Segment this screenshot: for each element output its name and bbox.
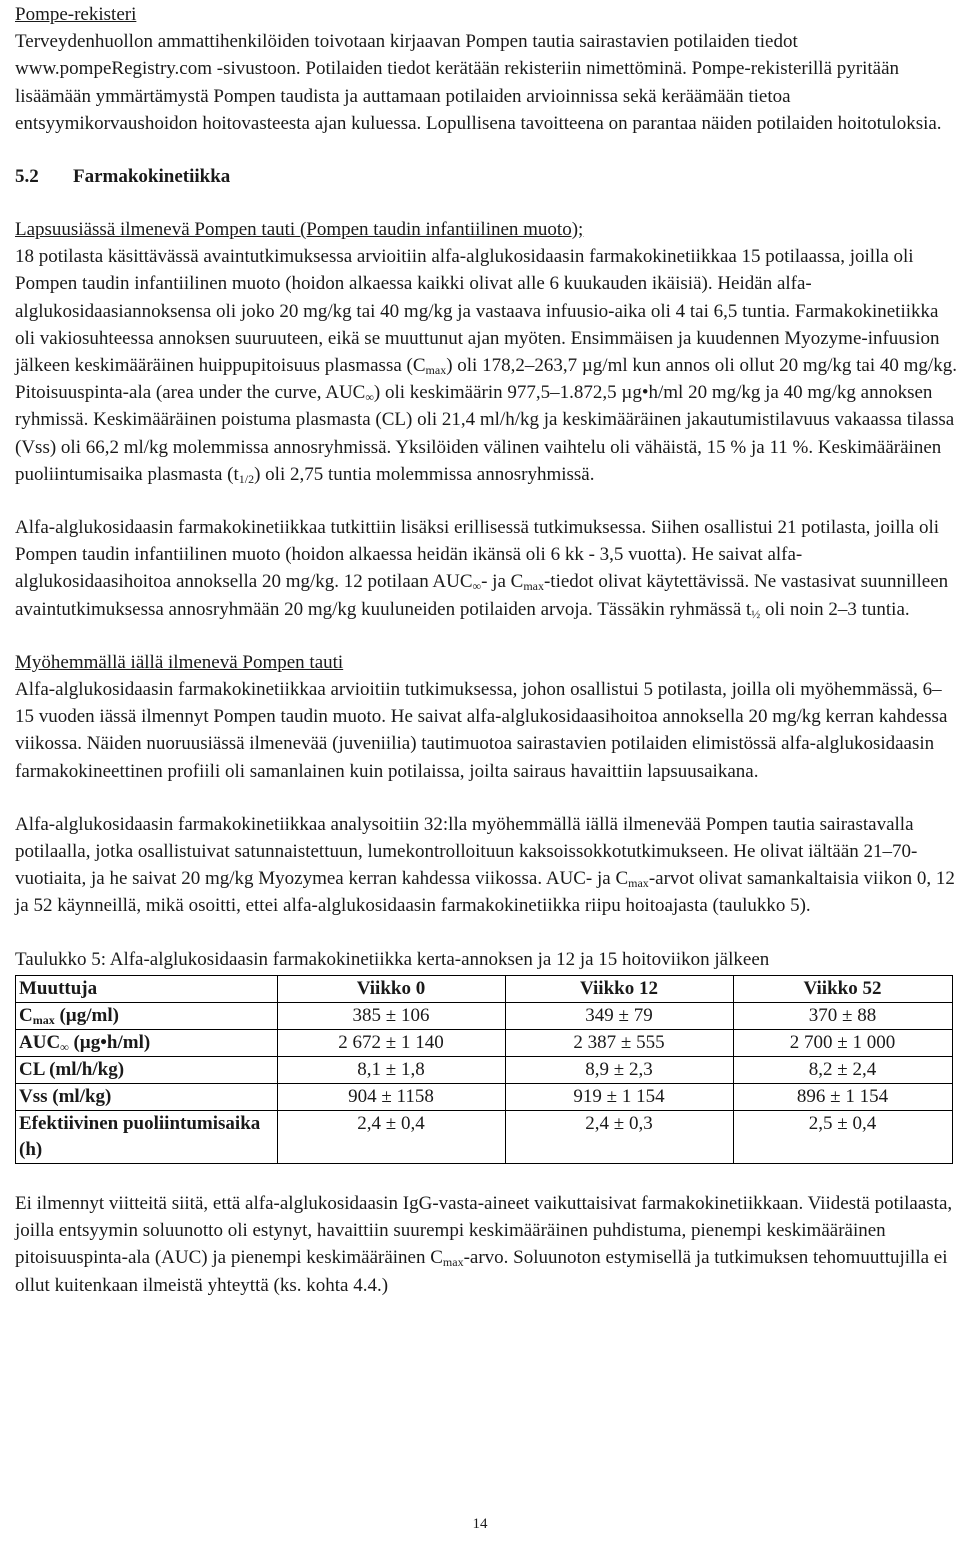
registry-heading: Pompe-rekisteri	[15, 4, 137, 25]
section-heading	[15, 163, 957, 190]
table-header-cell: Viikko 52	[734, 975, 953, 1002]
row-label: Efektiivinen puoliintumisaika (h)	[16, 1110, 278, 1163]
late-onset-paragraph-2: Alfa-alglukosidaasin farmakokinetiikkaa analysoitiin 32:lla myöhemmällä iällä ilmenevää Pompen tautia sairastavalla potilaalla, jotka osallistuivat satunnaistettuun, lumekontrolloituun kaksoissokkotutkimukseen. He olivat iältään 21–70-vuotiaita, ja he saivat 20 mg/kg Myozymea kerran kahdessa viikossa. AUC- ja $C_{max}$-arvot olivat samankaltaisia viikon 0, 12 ja 52 käynneillä, mikä osoitti, ettei alfa-alglukosidaasin farmakokinetiikka riipu hoitoajasta (taulukko 5).	[15, 813, 955, 917]
table-row	[16, 1002, 953, 1029]
closing-paragraph: Ei ilmennyt viitteitä siitä, että alfa-alglukosidaasin IgG-vasta-aineet vaikuttaisivat farmakokinetiikkaan. Viidestä potilaasta, joilla entsyymin soluunotto oli estynyt, havaittiin suurempi keskimääräinen puhdistuma, pienempi keskimääräinen pitoisuuspinta-ala (AUC) ja pienempi keskimääräinen $C_{max}$-arvo. Soluunoton estymisellä ja tutkimuksen tehomuuttujilla ei ollut kuitenkaan ilmeistä yhteyttä (ks. kohta 4.4.)	[15, 1192, 953, 1296]
row-label: Vss (ml/kg)	[16, 1083, 278, 1110]
table-header-row	[16, 975, 953, 1002]
table-cell: 919 ± 1 154	[506, 1083, 734, 1110]
row-label: CL (ml/h/kg)	[16, 1056, 278, 1083]
table-cell: 896 ± 1 154	[734, 1083, 953, 1110]
table-header-cell: Viikko 12	[506, 975, 734, 1002]
section-title: Farmakokinetiikka	[73, 166, 231, 188]
table-row	[16, 1083, 953, 1110]
table-cell: 904 ± 1158	[278, 1083, 506, 1110]
page-number: 14	[472, 1516, 488, 1532]
table-cell: 2,4 ± 0,4	[278, 1110, 506, 1163]
table-cell: 8,2 ± 2,4	[734, 1056, 953, 1083]
table-cell: 2 672 ± 1 140	[278, 1029, 506, 1056]
table-row	[16, 1110, 953, 1163]
pk-table	[15, 975, 953, 1164]
table-cell: 370 ± 88	[734, 1002, 953, 1029]
table-cell: 2 387 ± 555	[506, 1029, 734, 1056]
infantile-paragraph-2: Alfa-alglukosidaasin farmakokinetiikkaa tutkittiin lisäksi erillisessä tutkimuksessa. Siihen osallistui 21 potilasta, joilla oli Pompen taudin infantiilinen muoto (hoidon alkaessa heidän ikänsä oli 6 kk - 3,5 vuotta). He saivat alfa-alglukosidaasihoitoa annoksella 20 mg/kg. 12 potilaan $AUC_\infty-$ ja $C_{max}$-tiedot olivat käytettävissä. Ne vastasivat suunnilleen avaintutkimuksessa annosryhmään 20 mg/kg kuuluneiden potilaiden arvoja. Tässäkin ryhmässä $t_{\frac{1}{2}}$ oli noin 2–3 tuntia.	[15, 517, 949, 621]
late-onset-heading: Myöhemmällä iällä ilmenevä Pompen tauti	[15, 651, 344, 673]
table-cell: 385 ± 106	[278, 1002, 506, 1029]
table-cell: 2,5 ± 0,4	[734, 1110, 953, 1163]
infantile-paragraph-1: 18 potilasta käsittävässä avaintutkimuksessa arvioitiin alfa-alglukosidaasin farmakokinetiikkaa 15 potilaassa, joilla oli Pompen taudin infantiilinen muoto (hoidon alkaessa kaikki olivat alle 6 kuukauden ikäisiä). Heidän alfa-alglukosidaasiannoksensa oli joko 20 mg/kg tai 40 mg/kg ja vastaava infuusio-aika oli 4 tai 6,5 tuntia. Farmakokinetiikka oli vakiosuhteessa annoksen suuruuteen, eikä se muuttunut ajan myöten. Ensimmäisen ja kuudennen Myozyme-infuusion jälkeen keskimääräinen huippupitoisuus plasmassa $(C_{max})$ oli 178,2–263,7 µg/ml kun annos oli ollut 20 mg/kg tai 40 mg/kg. Pitoisuuspinta-ala (area under the curve, $AUC_\infty$) oli keskimäärin 977,5–1.872,5 µg•h/ml 20 mg/kg ja 40 mg/kg annoksen ryhmissä. Keskimääräinen poistuma plasmasta (CL) oli 21,4 ml/h/kg ja keskimääräinen jakautumistilavuus vakaassa tilassa (Vss) oli 66,2 ml/kg molemmissa annosryhmissä. Yksilöiden välinen vaihtelu oli vähäistä, 15 % ja 11 %. Keskimääräinen puoliintumisaika plasmasta $(t_{1/2})$ oli 2,75 tuntia molemmissa annosryhmissä.	[15, 246, 957, 486]
table-cell: 2,4 ± 0,3	[506, 1110, 734, 1163]
row-label: $AUC_\infty$ (µg•h/ml)	[16, 1029, 278, 1056]
table-row	[16, 1056, 953, 1083]
table-row	[16, 1029, 953, 1056]
table-cell: 8,1 ± 1,8	[278, 1056, 506, 1083]
registry-paragraph: Terveydenhuollon ammattihenkilöiden toivotaan kirjaavan Pompen tautia sairastavien potilaiden tiedot www.pompeRegistry.com -sivustoon. Potilaiden tiedot kerätään rekisteriin nimettöminä. Pompe-rekisterillä pyritään lisäämään ymmärtämystä Pompen taudista ja auttamaan potilaiden arvioinnissa sekä keräämään tietoa entsyymikorvaushoidon hoitovasteesta ajan kuluessa. Lopullisena tavoitteena on parantaa näiden potilaiden hoitotuloksia.	[15, 31, 942, 134]
document-page	[15, 1, 957, 1299]
table-header-cell: Viikko 0	[278, 975, 506, 1002]
section-number: 5.2	[15, 166, 39, 188]
table-cell: 349 ± 79	[506, 1002, 734, 1029]
table-cell: 8,9 ± 2,3	[506, 1056, 734, 1083]
late-onset-paragraph-1: Alfa-alglukosidaasin farmakokinetiikkaa arvioitiin tutkimuksessa, johon osallistui 5 potilasta, joilla oli myöhemmässä, 6–15 vuoden iässä ilmennyt Pompen taudin muoto. He saivat alfa-alglukosidaasihoitoa annoksella 20 mg/kg kerran kahdessa viikossa. Näiden nuoruusiässä ilmenevää (juveniilia) tautimuotoa sairastavien potilaiden elimistössä alfa-alglukosidaasin farmakokineettinen profiili oli samanlainen kuin potilaissa, joilta sairaus havaittiin lapsuusaikana.	[15, 679, 948, 782]
row-label: $C_{max}$ (µg/ml)	[16, 1002, 278, 1029]
table-caption: Taulukko 5: Alfa-alglukosidaasin farmakokinetiikka kerta-annoksen ja 12 ja 15 hoitoviikon jälkeen	[15, 948, 770, 970]
table-cell: 2 700 ± 1 000	[734, 1029, 953, 1056]
table-header-cell: Muuttuja	[16, 975, 278, 1002]
infantile-heading: Lapsuusiässä ilmenevä Pompen tauti (Pompen taudin infantiilinen muoto);	[15, 219, 584, 241]
